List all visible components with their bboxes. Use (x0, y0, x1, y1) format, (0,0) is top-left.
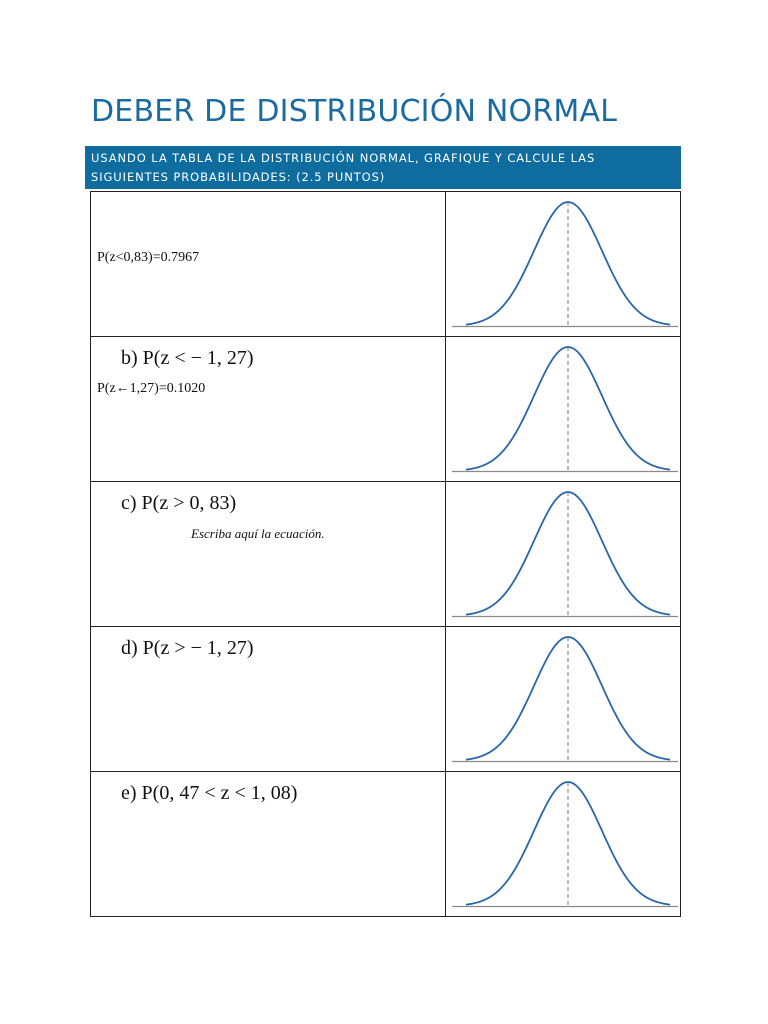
bell-curve (466, 782, 670, 905)
question-cell-a[interactable] (91, 192, 446, 337)
answer-a: P(z<0,83)=0.7967 (97, 250, 200, 265)
graph-cell-a (446, 192, 681, 337)
bell-curve (466, 637, 670, 760)
page-title: DEBER DE DISTRIBUCIÓN NORMAL (91, 94, 618, 129)
equation-placeholder-c[interactable]: Escriba aquí la ecuación. (191, 526, 325, 541)
answer-b: P(z←1,27)=0.1020 (97, 381, 206, 396)
exercise-row-a (91, 192, 681, 337)
normal-curve-d (452, 631, 678, 767)
banner-line-2: SIGUIENTES PROBABILIDADES: (2.5 PUNTOS) (91, 170, 386, 184)
banner-line-1: USANDO LA TABLA DE LA DISTRIBUCIÓN NORMAL, GRAFIQUE Y CALCULE LAS (91, 151, 596, 165)
question-cell-e[interactable] (91, 772, 446, 917)
question-label-c: c) P(z > 0, 83) (121, 492, 237, 514)
question-label-e: e) P(0, 47 < z < 1, 08) (121, 782, 298, 804)
exercise-row-c (91, 482, 681, 627)
graph-cell-e (446, 772, 681, 917)
graph-cell-d (446, 627, 681, 772)
graph-cell-c (446, 482, 681, 627)
normal-curve-e (452, 776, 678, 912)
question-cell-b[interactable] (91, 337, 446, 482)
exercise-table (90, 191, 681, 917)
exercise-row-b (91, 337, 681, 482)
question-label-b: b) P(z < − 1, 27) (121, 347, 254, 369)
graph-cell-b (446, 337, 681, 482)
normal-curve-b (452, 341, 678, 477)
bell-curve (466, 202, 670, 325)
bell-curve (466, 347, 670, 470)
normal-curve-c (452, 486, 678, 622)
question-cell-c[interactable] (91, 482, 446, 627)
instructions-banner (85, 146, 681, 189)
normal-curve-a (452, 196, 678, 332)
question-cell-d[interactable] (91, 627, 446, 772)
exercise-row-e (91, 772, 681, 917)
exercise-row-d (91, 627, 681, 772)
question-label-d: d) P(z > − 1, 27) (121, 637, 254, 659)
bell-curve (466, 492, 670, 615)
